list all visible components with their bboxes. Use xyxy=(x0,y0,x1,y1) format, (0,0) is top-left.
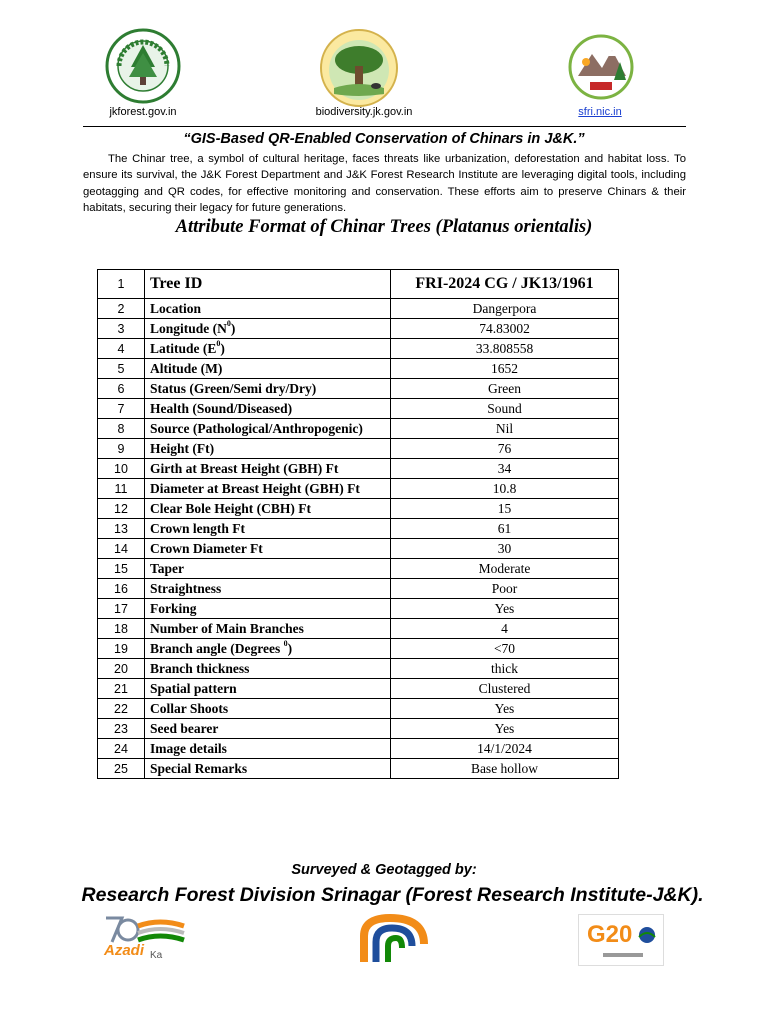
row-number: 24 xyxy=(98,739,145,759)
attribute-value: <70 xyxy=(391,639,619,659)
attribute-name xyxy=(145,379,391,399)
attribute-name xyxy=(145,659,391,679)
attribute-name xyxy=(145,359,391,379)
attribute-label: Clear Bole Height (CBH) Ft xyxy=(150,500,311,516)
table-row xyxy=(98,759,619,779)
jk-forest-logo xyxy=(105,27,181,105)
row-number: 23 xyxy=(98,719,145,739)
table-row xyxy=(98,419,619,439)
table-row xyxy=(98,579,619,599)
attribute-label: Source (Pathological/Anthropogenic) xyxy=(150,420,363,436)
row-number: 25 xyxy=(98,759,145,779)
row-number: 13 xyxy=(98,519,145,539)
attribute-label: Collar Shoots xyxy=(150,700,229,716)
attribute-name xyxy=(145,679,391,699)
table-row xyxy=(98,299,619,319)
attribute-value: Sound xyxy=(391,399,619,419)
attribute-value: Nil xyxy=(391,419,619,439)
attribute-value: 61 xyxy=(391,519,619,539)
attribute-value: 10.8 xyxy=(391,479,619,499)
attribute-table xyxy=(97,269,619,779)
attribute-label: Special Remarks xyxy=(150,760,248,776)
attribute-value: 14/1/2024 xyxy=(391,739,619,759)
row-number: 11 xyxy=(98,479,145,499)
table-row xyxy=(98,639,619,659)
attribute-name xyxy=(145,559,391,579)
row-number: 16 xyxy=(98,579,145,599)
attribute-name xyxy=(145,299,391,319)
attribute-label: Altitude (M) xyxy=(150,360,223,376)
row-number: 12 xyxy=(98,499,145,519)
fri-website-link[interactable]: sfri.nic.in xyxy=(578,106,622,118)
attribute-name xyxy=(145,499,391,519)
row-number: 15 xyxy=(98,559,145,579)
attribute-value: Dangerpora xyxy=(391,299,619,319)
table-row xyxy=(98,439,619,459)
table-row xyxy=(98,539,619,559)
table-row xyxy=(98,699,619,719)
division-name: Research Forest Division Srinagar (Forest Research Institute-J&K). xyxy=(81,884,704,906)
attribute-value: 30 xyxy=(391,539,619,559)
table-row xyxy=(98,399,619,419)
attribute-value: 15 xyxy=(391,499,619,519)
attribute-label: Diameter at Breast Height (GBH) Ft xyxy=(150,480,360,496)
row-number: 10 xyxy=(98,459,145,479)
row-number: 9 xyxy=(98,439,145,459)
table-row xyxy=(98,339,619,359)
row-number: 8 xyxy=(98,419,145,439)
row-number: 4 xyxy=(98,339,145,359)
attribute-label: Number of Main Branches xyxy=(150,620,304,636)
degree-superscript: 0 xyxy=(226,318,231,328)
row-number: 17 xyxy=(98,599,145,619)
intro-text: The Chinar tree, a symbol of cultural heritage, faces threats like urbanization, deforestation and habitat loss. To ensure its survival, the J&K Forest Department and J&K Forest Research Institute are leveraging digital tools, including geotagging and QR codes, for effective monitoring and conservation. These efforts aim to preserve Chinars & their habitats, securing their legacy for future generations. xyxy=(83,153,686,214)
degree-superscript: 0 xyxy=(216,338,221,348)
table-row xyxy=(98,379,619,399)
attribute-label-suffix: ) xyxy=(287,640,293,656)
attribute-value: Clustered xyxy=(391,679,619,699)
table-row xyxy=(98,359,619,379)
table-row xyxy=(98,619,619,639)
attribute-name xyxy=(145,459,391,479)
attribute-label: Taper xyxy=(150,560,185,576)
attribute-label: Spatial pattern xyxy=(150,680,237,696)
attribute-name xyxy=(145,579,391,599)
attribute-label: Location xyxy=(150,300,202,316)
row-number: 22 xyxy=(98,699,145,719)
attribute-label: Crown length Ft xyxy=(150,520,246,536)
attribute-label: Height (Ft) xyxy=(150,440,215,456)
row-number: 21 xyxy=(98,679,145,699)
table-row xyxy=(98,479,619,499)
attribute-name xyxy=(145,270,391,299)
row-number: 7 xyxy=(98,399,145,419)
attribute-label-suffix: ) xyxy=(220,340,225,356)
row-number: 5 xyxy=(98,359,145,379)
table-row xyxy=(98,679,619,699)
azadi-text: Azadi xyxy=(104,942,145,959)
row-number: 18 xyxy=(98,619,145,639)
attribute-label: Health (Sound/Diseased) xyxy=(150,400,293,416)
attribute-label: Branch thickness xyxy=(150,660,250,676)
attribute-value: Moderate xyxy=(391,559,619,579)
attribute-value: 4 xyxy=(391,619,619,639)
attribute-value: Yes xyxy=(391,719,619,739)
degree-superscript: 0 xyxy=(283,638,288,648)
attribute-name xyxy=(145,319,391,339)
attribute-value: 34 xyxy=(391,459,619,479)
table-row xyxy=(98,719,619,739)
attribute-value: 33.808558 xyxy=(391,339,619,359)
attribute-value: Green xyxy=(391,379,619,399)
table-row xyxy=(98,559,619,579)
attribute-name xyxy=(145,419,391,439)
azadi-ka-amrit-mahotsav-logo xyxy=(100,914,190,964)
document-title: “GIS-Based QR-Enabled Conservation of Chinars in J&K.” xyxy=(183,131,585,147)
row-number: 3 xyxy=(98,319,145,339)
g20-text: G20 xyxy=(587,921,633,948)
attribute-label: Branch angle (Degrees xyxy=(150,640,284,656)
table-row xyxy=(98,599,619,619)
digital-india-logo xyxy=(360,914,428,964)
attribute-name xyxy=(145,719,391,739)
row-number: 2 xyxy=(98,299,145,319)
attribute-name xyxy=(145,639,391,659)
attribute-value: Base hollow xyxy=(391,759,619,779)
intro-paragraph xyxy=(83,151,686,216)
table-row xyxy=(98,459,619,479)
attribute-label: Crown Diameter Ft xyxy=(150,540,263,556)
fri-logo xyxy=(568,32,634,102)
lotus-globe-icon xyxy=(637,925,657,945)
attribute-value: FRI-2024 CG / JK13/1961 xyxy=(391,270,619,299)
row-number: 1 xyxy=(98,270,145,299)
attribute-value: thick xyxy=(391,659,619,679)
attribute-value: 76 xyxy=(391,439,619,459)
table-row xyxy=(98,659,619,679)
attribute-value: Poor xyxy=(391,579,619,599)
row-number: 20 xyxy=(98,659,145,679)
jk-forest-caption: jkforest.gov.in xyxy=(109,106,177,118)
ka-text: Ka xyxy=(150,950,163,961)
biodiversity-caption: biodiversity.jk.gov.in xyxy=(315,106,413,118)
attribute-value: 1652 xyxy=(391,359,619,379)
attribute-label: Seed bearer xyxy=(150,720,219,736)
attribute-name xyxy=(145,619,391,639)
attribute-label: Image details xyxy=(150,740,227,756)
attribute-name xyxy=(145,759,391,779)
attribute-name xyxy=(145,539,391,559)
biodiversity-council-logo xyxy=(320,28,398,108)
attribute-name xyxy=(145,339,391,359)
surveyed-by-label: Surveyed & Geotagged by: xyxy=(291,862,477,878)
row-number: 14 xyxy=(98,539,145,559)
attribute-value: Yes xyxy=(391,699,619,719)
table-row xyxy=(98,499,619,519)
row-number: 19 xyxy=(98,639,145,659)
header-divider xyxy=(83,126,686,127)
g20-logo xyxy=(578,914,664,966)
attribute-name xyxy=(145,739,391,759)
attribute-name xyxy=(145,519,391,539)
attribute-label: Status (Green/Semi dry/Dry) xyxy=(150,380,317,396)
attribute-value: Yes xyxy=(391,599,619,619)
attribute-table-title: Attribute Format of Chinar Trees (Platanus orientalis) xyxy=(175,217,593,237)
attribute-table-body xyxy=(98,270,619,779)
attribute-name xyxy=(145,439,391,459)
attribute-name xyxy=(145,599,391,619)
attribute-value: 74.83002 xyxy=(391,319,619,339)
attribute-name xyxy=(145,399,391,419)
attribute-label: Forking xyxy=(150,600,197,616)
table-row xyxy=(98,319,619,339)
attribute-label: Straightness xyxy=(150,580,222,596)
attribute-label-suffix: ) xyxy=(230,320,236,336)
table-row xyxy=(98,270,619,299)
attribute-label: Tree ID xyxy=(150,275,203,292)
attribute-label: Longitude (N xyxy=(150,320,227,336)
table-row xyxy=(98,519,619,539)
attribute-name xyxy=(145,479,391,499)
g20-tagline-bar xyxy=(603,953,643,957)
table-row xyxy=(98,739,619,759)
attribute-label: Latitude (E xyxy=(150,340,217,356)
attribute-name xyxy=(145,699,391,719)
attribute-label: Girth at Breast Height (GBH) Ft xyxy=(150,460,339,476)
row-number: 6 xyxy=(98,379,145,399)
